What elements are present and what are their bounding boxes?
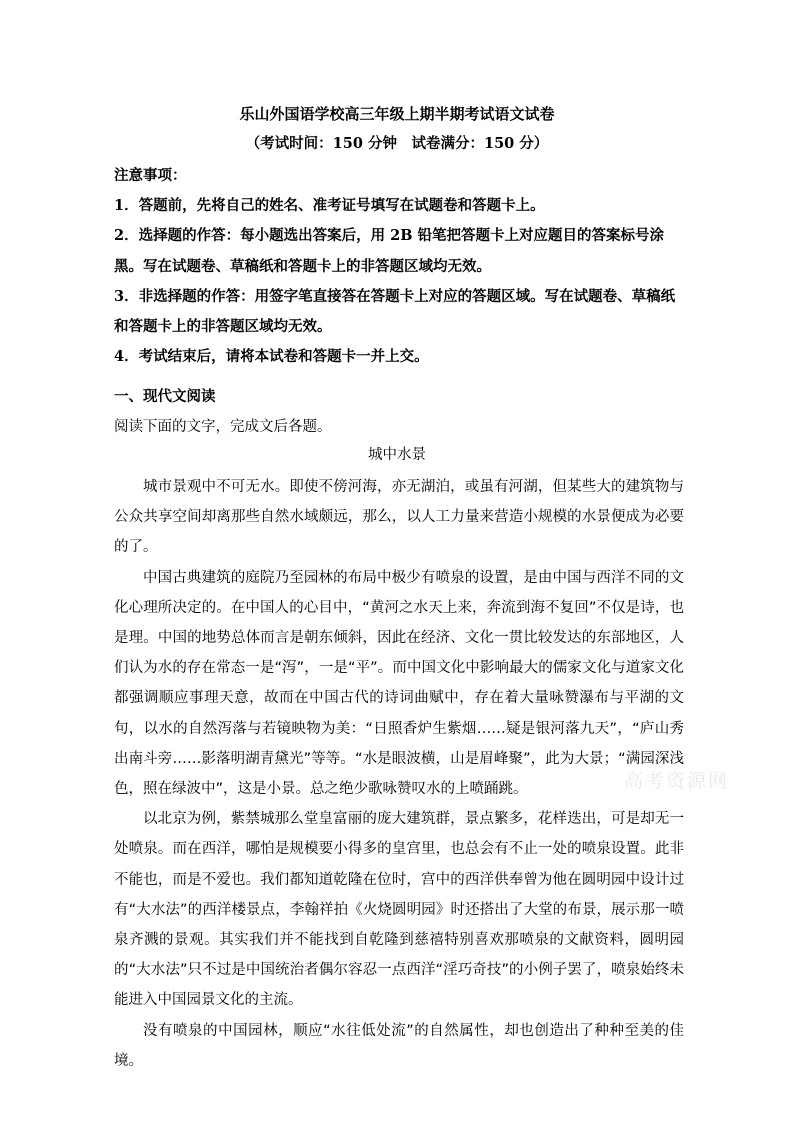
note-item: 4．考试结束后，请将本试卷和答题卡一并上交。 [114,348,429,366]
notes-block [114,161,682,372]
section-block [114,382,682,442]
article-paragraph: 城市景观中不可无水。即使不傍河海，亦无湖泊，或虽有河湖，但某些大的建筑物与公众共享空间却离那些自然水域颇远，那么，以人工力量来营造小规模的水景便成为必要的了。 [114,479,684,556]
article-body [114,472,684,1076]
note-item: 3．非选择题的作答：用签字笔直接答在答题卡上对应的答题区域。写在试题卷、草稿纸和答题卡上的非答题区域均无效。 [114,287,676,336]
article-title: 城中水景 [368,447,426,463]
page-title: 乐山外国语学校高三年级上期半期考试语文试卷 [239,105,555,123]
article-paragraph: 中国古典建筑的庭院乃至园林的布局中极少有喷泉的设置，是由中国与西洋不同的文化心理所决定的。在中国人的心目中，“黄河之水天上来，奔流到海不复回”不仅是诗，也是理。中国的地势总体而言是朝东倾斜，因此在经济、文化一贯比较发达的东部地区，人们认为水的存在常态一是“泻”，一是“平”。而中国文化中影响最大的儒家文化与道家文化都强调顺应事理天意，故而在中国古代的诗词曲赋中，存在着大量咏赞瀑布与平湖的文句，以水的自然泻落与若镜映物为美：“日照香炉生紫烟……疑是银河落九天”，“庐山秀出南斗旁……影落明湖青黛光”等等。“水是眼波横，山是眉峰聚”，此为大景；“满园深浅色，照在绿波中”，这是小景。总之绝少歌咏赞叹水的上喷踊跳。 [114,569,684,798]
article-paragraph: 以北京为例，紫禁城那么堂皇富丽的庞大建筑群，景点繁多，花样迭出，可是却无一处喷泉。而在西洋，哪怕是规模要小得多的皇宫里，也总会有不止一处的喷泉设置。此非不能也，而是不爱也。我们都知道乾隆在位时，宫中的西洋供奉曾为他在圆明园中设计过有“大水法”的西洋楼景点，李翰祥拍《火烧圆明园》时还搭出了大堂的布景，展示那一喷泉齐溅的景观。其实我们并不能找到自乾隆到慈禧特别喜欢那喷泉的文献资料，圆明园的“大水法”只不过是中国统治者偶尔容忍一点西洋“淫巧奇技”的小例子罢了，喷泉始终未能进入中国园景文化的主流。 [114,811,684,1009]
section-instruction: 阅读下面的文字，完成文后各题。 [114,419,332,436]
note-item: 2．选择题的作答：每小题选出答案后，用 2B 铅笔把答题卡上对应题目的答案标号涂黑。写在试题卷、草稿纸和答题卡上的非答题区域均无效。 [114,227,665,275]
exam-info: （考试时间：150 分钟 试卷满分：150 分） [245,135,549,152]
article-paragraph: 没有喷泉的中国园林，顺应“水往低处流”的自然属性，却也创造出了种种至美的佳境。 [114,1022,684,1069]
notes-heading: 注意事项： [114,167,187,184]
note-item: 1．答题前，先将自己的姓名、准考证号填写在试题卷和答题卡上。 [114,197,545,215]
watermark: 高考资源网 [624,770,730,792]
section-heading: 一、现代文阅读 [114,388,216,405]
